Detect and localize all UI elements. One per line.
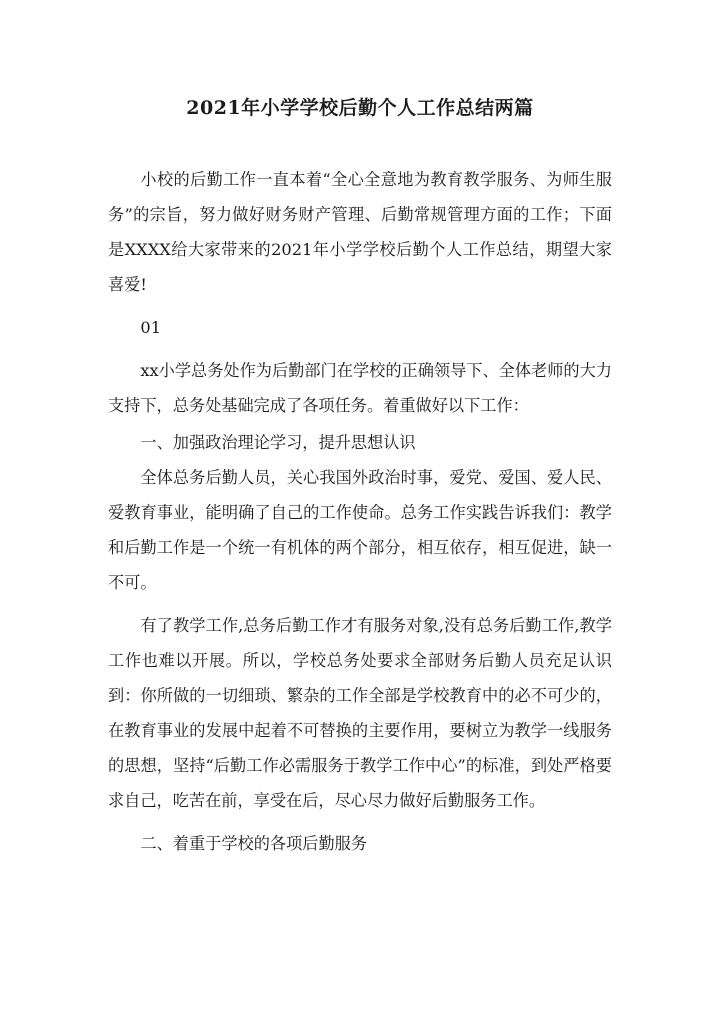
paragraph-intro: 小校的后勤工作一直本着“全心全意地为教育教学服务、为师生服务”的宗旨，努力做好财务财产管理、后勤常规管理方面的工作；下面是XXXX给大家带来的2021年小学学校后勤个人工作总结，期望大家喜爱!	[108, 170, 612, 294]
heading-section-two: 二、着重于学校的各项后勤服务	[140, 834, 368, 853]
heading-section-one: 一、加强政治理论学习，提升思想认识	[140, 433, 416, 452]
paragraph-political-study: 全体总务后勤人员，关心我国外政治时事，爱党、爱国、爱人民、爱教育事业，能明确了自己的工作使命。总务工作实践告诉我们：教学和后勤工作是一个统一有机体的两个部分，相互依存，相互促进，缺一不可。	[108, 468, 612, 592]
section-number: 01	[140, 318, 161, 337]
paragraph-service-awareness: 有了教学工作,总务后勤工作才有服务对象,没有总务后勤工作,教学工作也难以开展。所以，学校总务处要求全部财务后勤人员充足认识到：你所做的一切细琐、繁杂的工作全部是学校教育中的必不可少的，在教育事业的发展中起着不可替换的主要作用，要树立为教学一线服务的思想，坚持“后勤工作必需服务于教学工作中心”的标准，到处严格要求自己，吃苦在前，享受在后，尽心尽力做好后勤服务工作。	[108, 616, 612, 810]
document-title: 2021年小学学校后勤个人工作总结两篇	[186, 97, 534, 119]
paragraph-overview: xx小学总务处作为后勤部门在学校的正确领导下、全体老师的大力支持下，总务处基础完成了各项任务。着重做好以下工作：	[108, 361, 612, 415]
document-body	[108, 162, 612, 861]
